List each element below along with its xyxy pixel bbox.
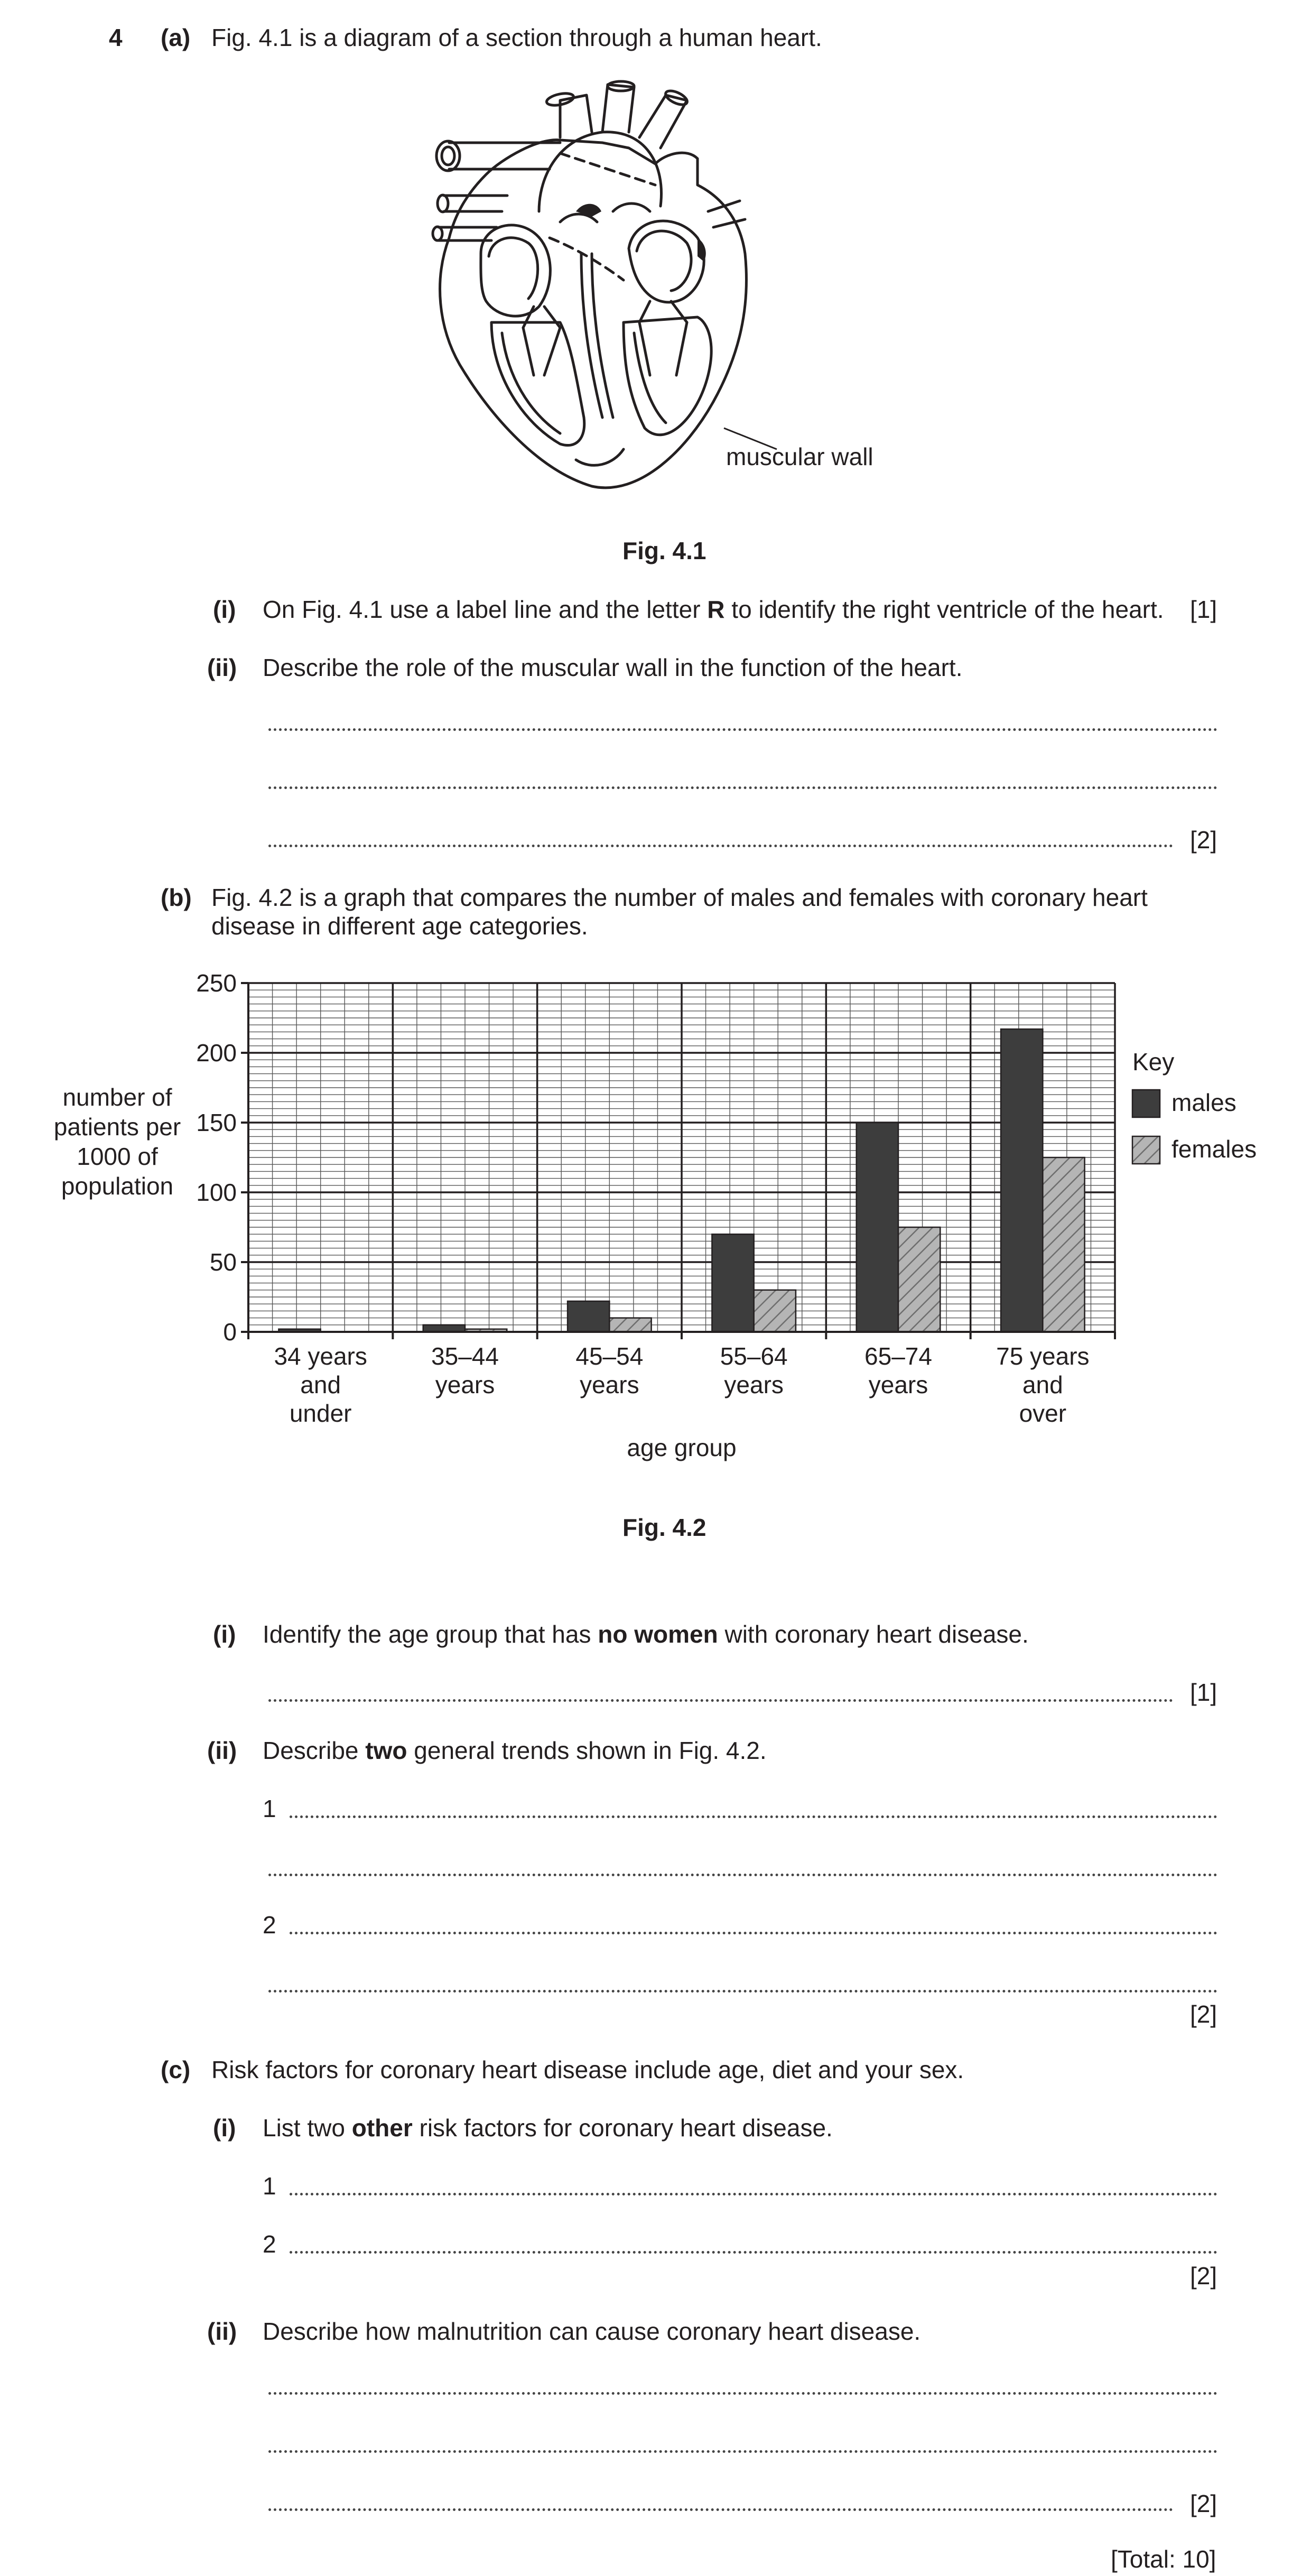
y-tick-label: 200 [196, 1039, 237, 1067]
part-b-i-bold: no women [598, 1620, 718, 1648]
answer-line[interactable] [290, 2193, 1217, 2195]
answer-line[interactable] [268, 1699, 1173, 1702]
part-a-intro: Fig. 4.1 is a diagram of a section through a human heart. [211, 24, 822, 51]
x-tick-label: 34 years [274, 1342, 367, 1370]
part-a-ii-marks: [2] [1190, 826, 1217, 854]
part-b-ii-text-after: general trends shown in Fig. 4.2. [407, 1737, 767, 1764]
answer-number-1: 1 [263, 2172, 276, 2200]
y-tick-label: 250 [196, 969, 237, 997]
bar-males-5 [1001, 1029, 1043, 1332]
part-c-i-text-after: risk factors for coronary heart disease. [412, 2114, 833, 2142]
part-c-i-marks: [2] [1190, 2262, 1217, 2290]
part-b-ii-text: Describe [263, 1737, 366, 1764]
y-axis-label: number of [62, 1083, 172, 1111]
answer-line[interactable] [268, 845, 1173, 847]
x-axis-label: age group [627, 1434, 737, 1461]
answer-line[interactable] [268, 1874, 1217, 1876]
y-tick-label: 100 [196, 1179, 237, 1206]
figure-4-2-caption: Fig. 4.2 [622, 1514, 706, 1541]
bar-males-4 [857, 1123, 898, 1332]
x-tick-label: 65–74 [864, 1342, 932, 1370]
part-c-i-text: List two [263, 2114, 352, 2142]
part-b-intro-line2: disease in different age categories. [211, 912, 588, 940]
part-b-i-question [263, 1620, 1029, 1648]
answer-line[interactable] [268, 1990, 1217, 1993]
part-a-ii-question: Describe the role of the muscular wall in the function of the heart. [263, 654, 963, 681]
bar-females-2 [609, 1318, 651, 1332]
x-tick-label: 75 years [996, 1342, 1090, 1370]
part-a-i-question [263, 596, 1164, 624]
answer-line[interactable] [268, 2508, 1173, 2511]
total-marks: [Total: 10] [1111, 2545, 1216, 2573]
part-c-i-bold: other [351, 2114, 413, 2142]
bar-males-2 [568, 1301, 609, 1332]
part-b-i-text-after: with coronary heart disease. [718, 1620, 1029, 1648]
legend-swatch-males [1132, 1090, 1160, 1117]
part-c-i-label: (i) [213, 2114, 236, 2142]
x-tick-label: years [868, 1371, 928, 1398]
part-c-intro: Risk factors for coronary heart disease include age, diet and your sex. [211, 2056, 964, 2083]
y-tick-label: 150 [196, 1109, 237, 1136]
muscular-wall-label: muscular wall [726, 443, 873, 470]
x-tick-label: under [289, 1400, 352, 1427]
answer-line[interactable] [290, 1815, 1217, 1818]
part-b-intro-line1: Fig. 4.2 is a graph that compares the number of males and females with coronary heart [211, 884, 1148, 911]
x-tick-label: 55–64 [720, 1342, 788, 1370]
part-b-ii-label: (ii) [207, 1737, 237, 1764]
legend-label-males: males [1171, 1089, 1236, 1116]
part-c-label: (c) [161, 2056, 191, 2083]
part-a-i-text-after: to identify the right ventricle of the heart. [724, 596, 1164, 623]
coronary-heart-disease-chart [0, 962, 1311, 1480]
part-a-ii-label: (ii) [207, 654, 237, 681]
part-a-i-bold: R [707, 596, 725, 623]
answer-line[interactable] [268, 728, 1217, 731]
x-tick-label: years [724, 1371, 784, 1398]
answer-line[interactable] [268, 786, 1217, 789]
answer-number-2: 2 [263, 2230, 276, 2258]
answer-number-2: 2 [263, 1911, 276, 1939]
heart-diagram [402, 79, 877, 502]
part-b-i-text: Identify the age group that has [263, 1620, 598, 1648]
part-b-ii-question [263, 1737, 767, 1765]
answer-line[interactable] [290, 2251, 1217, 2254]
y-tick-label: 50 [209, 1248, 237, 1276]
legend-title: Key [1132, 1048, 1175, 1076]
bar-females-3 [754, 1290, 796, 1332]
legend-label-females: females [1171, 1135, 1257, 1163]
y-tick-label: 0 [223, 1318, 237, 1346]
figure-4-1-caption: Fig. 4.1 [622, 537, 706, 564]
part-c-ii-label: (ii) [207, 2318, 237, 2345]
part-a-i-marks: [1] [1190, 596, 1217, 623]
y-axis-label: population [61, 1172, 174, 1200]
x-tick-label: years [435, 1371, 495, 1398]
part-a-i-label: (i) [213, 596, 236, 623]
part-b-label: (b) [161, 884, 192, 911]
part-b-ii-marks: [2] [1190, 2000, 1217, 2028]
bar-males-3 [712, 1234, 754, 1332]
part-a-label: (a) [161, 24, 191, 51]
x-tick-label: years [580, 1371, 639, 1398]
bar-females-4 [898, 1227, 940, 1332]
part-c-ii-marks: [2] [1190, 2490, 1217, 2517]
x-tick-label: 45–54 [575, 1342, 644, 1370]
part-c-ii-question: Describe how malnutrition can cause coronary heart disease. [263, 2318, 921, 2345]
answer-line[interactable] [290, 1932, 1217, 1934]
legend-swatch-females [1132, 1136, 1160, 1164]
x-tick-label: over [1019, 1400, 1067, 1427]
part-b-i-marks: [1] [1190, 1679, 1217, 1706]
answer-line[interactable] [268, 2392, 1217, 2395]
part-a-i-text: On Fig. 4.1 use a label line and the letter [263, 596, 708, 623]
y-axis-label: patients per [53, 1113, 181, 1141]
y-axis-label: 1000 of [77, 1143, 158, 1170]
question-number: 4 [109, 24, 123, 51]
x-tick-label: 35–44 [431, 1342, 499, 1370]
part-c-i-question [263, 2114, 833, 2142]
x-tick-label: and [1022, 1371, 1063, 1398]
answer-line[interactable] [268, 2450, 1217, 2453]
part-b-ii-bold: two [365, 1737, 407, 1764]
bar-females-5 [1043, 1157, 1084, 1332]
answer-number-1: 1 [263, 1795, 276, 1822]
x-tick-label: and [300, 1371, 341, 1398]
part-b-i-label: (i) [213, 1620, 236, 1648]
